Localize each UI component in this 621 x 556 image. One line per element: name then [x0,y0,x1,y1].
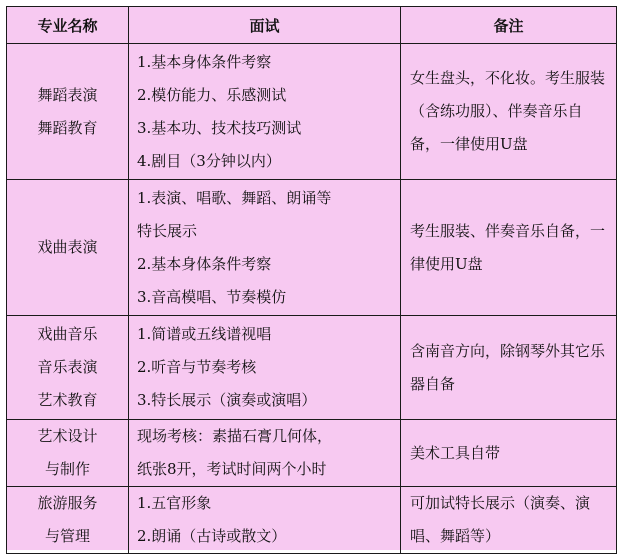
note-text: 考生服装、伴奏音乐自备，一律使用U盘 [410,221,606,273]
admission-table-container [6,6,616,550]
table-row [7,487,617,554]
header-major: 专业名称 [7,7,129,44]
interview-item: 3.基本功、技术技巧测试 [137,118,302,137]
interview-item: 2.模仿能力、乐感测试 [137,85,287,104]
major-name: 艺术设计 [37,427,98,445]
interview-cell [129,180,401,316]
header-interview: 面试 [129,7,401,44]
major-name: 旅游服务 [37,494,98,512]
note-text: 含南音方向，除钢琴外其它乐器自备 [410,341,606,393]
interview-item: 4.剧目（3分钟以内） [137,151,281,170]
interview-cell [129,420,401,487]
table-row [7,44,617,180]
table-header-row [7,7,617,44]
interview-item: 1.基本身体条件考察 [137,52,272,71]
interview-item: 3.特长展示（演奏或演唱） [137,391,317,409]
interview-cell [129,316,401,420]
interview-item: 2.朗诵（古诗或散文） [137,527,287,545]
header-note: 备注 [401,7,617,44]
major-name: 艺术教育 [37,391,98,409]
major-name: 戏曲表演 [37,238,98,256]
note-cell [401,420,617,487]
note-text: 美术工具自带 [410,443,501,462]
interview-item: 3.音高模唱、节奏模仿 [137,287,287,306]
interview-item: 1.五官形象 [137,494,212,512]
major-cell [7,44,129,180]
interview-item: 特长展示 [137,221,198,240]
major-cell [7,180,129,316]
interview-item: 纸张8开，考试时间两个小时 [137,460,327,478]
note-cell [401,487,617,554]
major-name: 舞蹈教育 [37,118,98,137]
interview-item: 2.基本身体条件考察 [137,254,272,273]
major-name: 戏曲音乐 [37,325,98,343]
major-cell [7,487,129,554]
major-cell [7,420,129,487]
interview-item: 1.表演、唱歌、舞蹈、朗诵等 [137,188,332,207]
interview-item: 2.听音与节奏考核 [137,358,257,376]
note-text: 女生盘头，不化妆。考生服装（含练功服）、伴奏音乐自备，一律使用U盘 [410,69,606,153]
major-name: 与管理 [44,527,90,545]
major-name: 与制作 [44,460,90,478]
major-cell [7,316,129,420]
major-name: 舞蹈表演 [37,85,98,104]
interview-cell [129,44,401,180]
major-name: 音乐表演 [37,358,98,376]
note-cell [401,316,617,420]
admission-requirements-table [6,6,617,554]
note-text: 可加试特长展示（演奏、演唱、舞蹈等） [410,494,591,545]
table-row [7,420,617,487]
note-cell [401,180,617,316]
table-row [7,316,617,420]
table-row [7,180,617,316]
interview-cell [129,487,401,554]
interview-item: 现场考核：素描石膏几何体， [137,427,333,445]
interview-item: 1.简谱或五线谱视唱 [137,325,272,343]
note-cell [401,44,617,180]
